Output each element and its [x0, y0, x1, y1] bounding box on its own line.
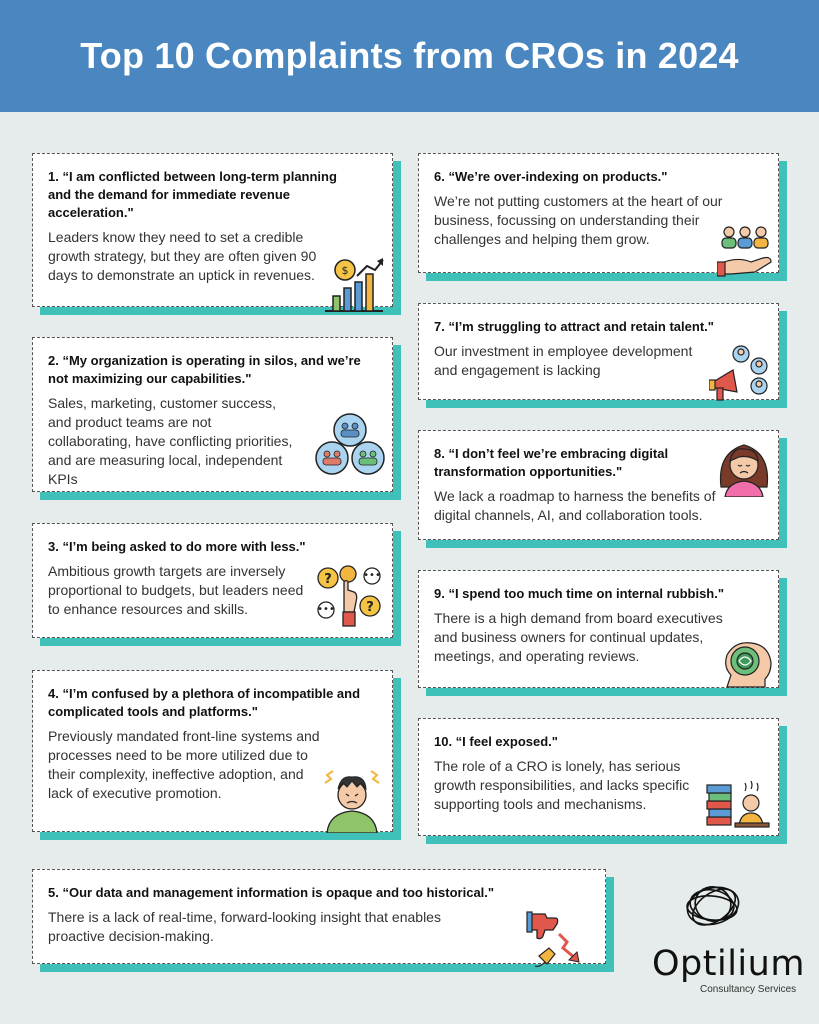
- complaint-body: The role of a CRO is lonely, has serious growth responsibilities, and lacks specific supporting tools and mechanisms.: [434, 758, 690, 812]
- complaint-title: 10. “I feel exposed.": [434, 734, 558, 749]
- scribble-logo-icon: [682, 880, 744, 932]
- complaint-body: Previously mandated front-line systems and processes need to be more utilized due to their complexity, ineffective adoption, and lack of executive promotion.: [48, 728, 320, 801]
- complaint-title: 8. “I don’t feel we’re embracing digital transformation opportunities.": [434, 446, 669, 479]
- sad-woman-icon: [715, 437, 773, 497]
- complaint-title: 6. “We’re over-indexing on products.": [434, 169, 668, 184]
- megaphone-recruit-icon: [709, 344, 771, 404]
- complaint-title: 5. “Our data and management information is opaque and too historical.": [48, 885, 495, 900]
- svg-text:•••: •••: [317, 604, 335, 615]
- complaint-card-2: [32, 337, 393, 492]
- complaint-body: Sales, marketing, customer success, and product teams are not collaborating, have conflicting priorities, and are measuring local, independent KPIs: [48, 395, 293, 487]
- svg-text:?: ?: [324, 572, 332, 587]
- complaint-card-8: [418, 430, 779, 540]
- complaint-card-6: [418, 153, 779, 273]
- complaint-card-9: [418, 570, 779, 688]
- complaint-card-7: [418, 303, 779, 400]
- complaint-body: Ambitious growth targets are inversely proportional to budgets, but leaders need to enhance resources and skills.: [48, 563, 304, 617]
- growth-chart-icon: [323, 256, 385, 314]
- complaint-title: 1. “I am conflicted between long-term planning and the demand for immediate revenue acceleration.": [48, 169, 337, 220]
- logo-subtitle: Consultancy Services: [700, 984, 797, 995]
- complaint-title: 9. “I spend too much time on internal rubbish.": [434, 586, 725, 601]
- complaint-card-10: [418, 718, 779, 836]
- svg-text:?: ?: [366, 600, 374, 615]
- complaint-body: There is a high demand from board executives and business owners for continual updates, meetings, and operating reviews.: [434, 610, 723, 664]
- head-stress-icon: [721, 639, 773, 693]
- hand-questions-icon: [316, 562, 384, 628]
- declining-chart-icon: [525, 908, 585, 970]
- complaint-card-3: [32, 523, 393, 638]
- complaint-title: 3. “I’m being asked to do more with less.": [48, 539, 306, 554]
- header-banner: [0, 0, 819, 112]
- page-title: Top 10 Complaints from CROs in 2024: [80, 35, 739, 76]
- svg-text:•••: •••: [363, 570, 381, 581]
- team-groups-icon: [315, 412, 385, 478]
- complaint-title: 7. “I’m struggling to attract and retain talent.": [434, 319, 714, 334]
- complaint-body: We’re not putting customers at the heart of our business, focussing on understanding their challenges and helping them grow.: [434, 193, 723, 247]
- complaint-title: 4. “I’m confused by a plethora of incompatible and complicated tools and platforms.": [48, 686, 361, 719]
- complaint-body: Leaders know they need to set a credible growth strategy, but they are often given 90 days to demonstrate an uptick in revenues.: [48, 229, 317, 283]
- complaint-body: There is a lack of real-time, forward-looking insight that enables proactive decision-making.: [48, 909, 441, 944]
- customers-in-hand-icon: [717, 224, 775, 278]
- overworked-person-icon: [705, 775, 771, 829]
- logo-name: Optilium: [652, 944, 805, 984]
- complaint-card-4: [32, 670, 393, 832]
- complaint-title: 2. “My organization is operating in silos, and we’re not maximizing our capabilities.": [48, 353, 361, 386]
- complaint-body: We lack a roadmap to harness the benefits of digital channels, AI, and collaboration tools.: [434, 488, 716, 523]
- svg-text:$: $: [341, 264, 349, 277]
- complaint-body: Our investment in employee development and engagement is lacking: [434, 343, 693, 378]
- frustrated-person-icon: [321, 769, 383, 833]
- complaint-card-1: [32, 153, 393, 307]
- complaint-card-5: [32, 869, 606, 964]
